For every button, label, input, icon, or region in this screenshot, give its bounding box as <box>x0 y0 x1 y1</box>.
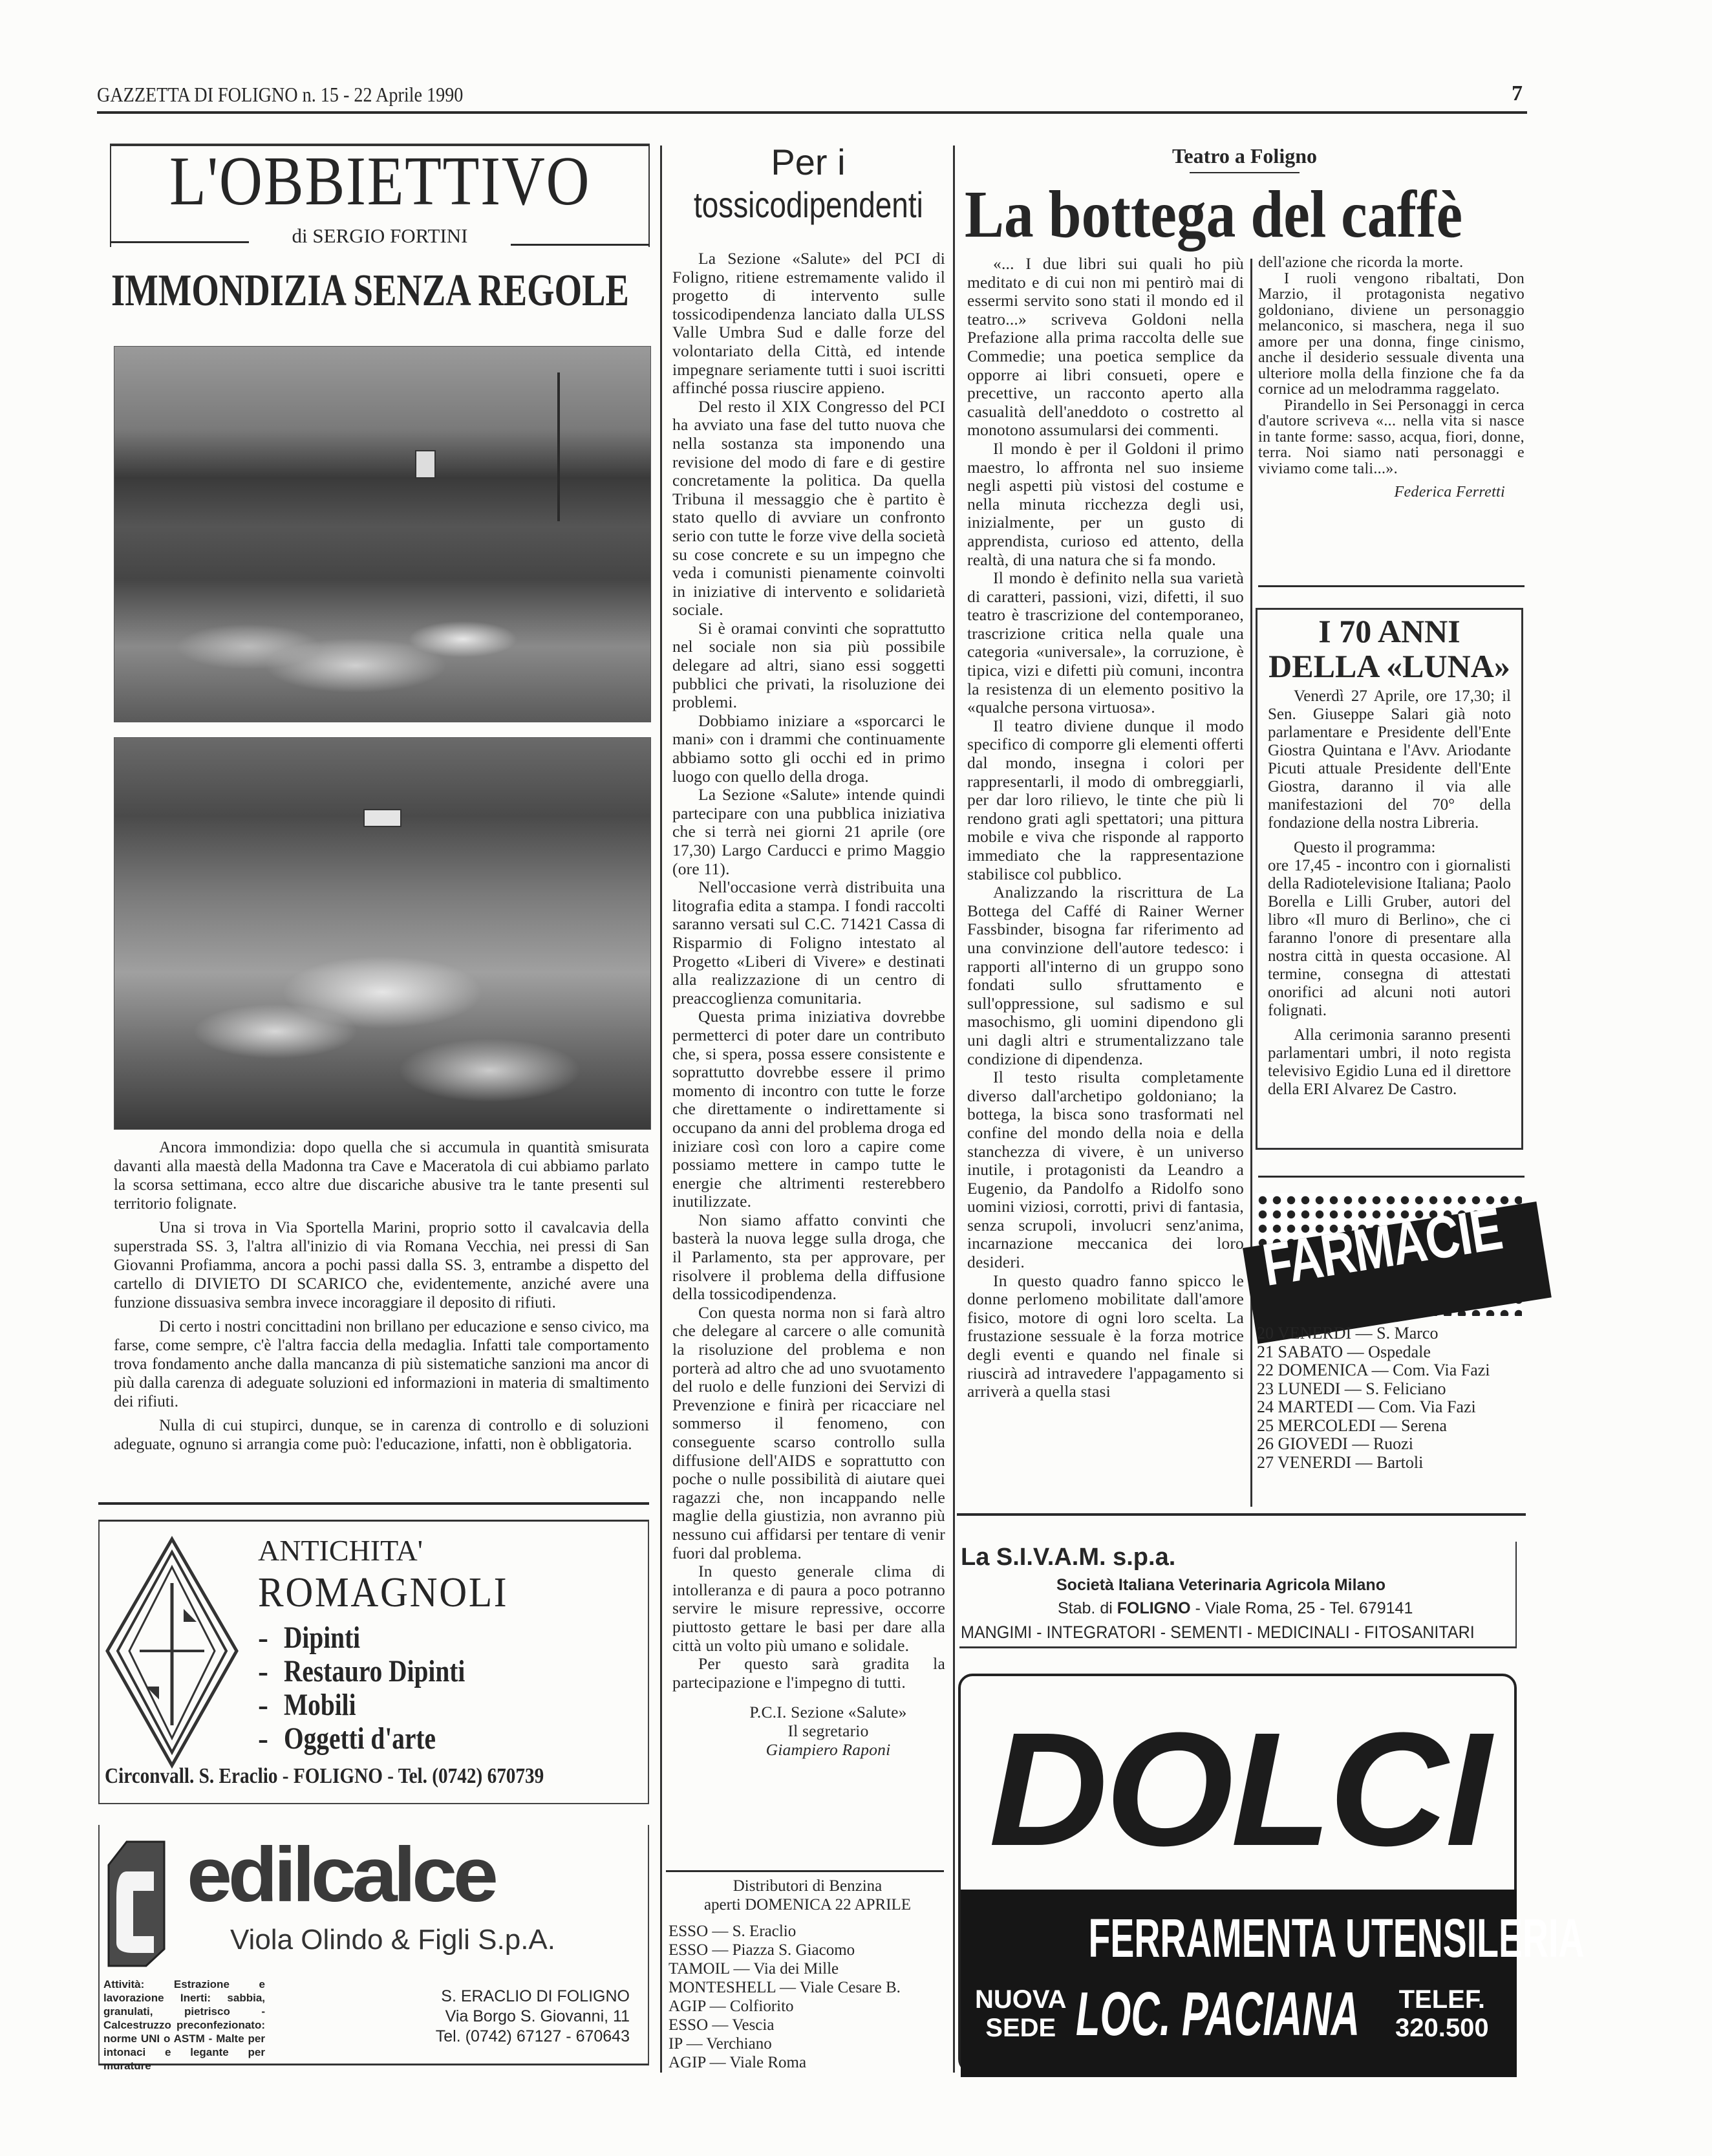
brand: ESSO <box>669 2016 709 2034</box>
bullet: - <box>258 1654 268 1688</box>
sivam-name: La S.I.V.A.M. s.p.a. <box>961 1544 1176 1571</box>
day: 27 VENERDI <box>1257 1452 1352 1472</box>
benzina-subtitle: aperti DOMENICA 22 APRILE <box>703 1896 912 1913</box>
benzina-row <box>669 2016 947 2034</box>
sivam-full-name: Società Italiana Veterinaria Agricola Milano <box>1056 1576 1386 1594</box>
benzina-row <box>669 1997 947 2016</box>
byline: di SERGIO FORTINI <box>292 224 468 247</box>
separator: — <box>712 2016 729 2034</box>
place: Vescia <box>732 2016 775 2034</box>
separator: — <box>686 2035 703 2053</box>
farmacie-banner <box>1256 1193 1522 1316</box>
separator: — <box>1357 1397 1375 1416</box>
section-rule <box>98 1502 649 1505</box>
paragraph: Una si trova in Via Sportella Marini, proprio sotto il cavalcavia della superstrada SS. 3, l'altra all'inizio di via Romana Vecchia, nei pressi di San Giovanni Profiamma, ancora a pochi passi dalla SS. 3, entrambe a dispetto del cartello di DIVIETO DI SCARICO che, evidentemente, anziché avere una funzione dissuasiva sembra invece incoraggiare il deposito di rifiuti. <box>114 1219 649 1311</box>
separator: — <box>709 2054 726 2071</box>
paragraph: Dobbiamo iniziare a «sporcarci le mani» con i drammi che continuamente abbiamo sotto gli occhi ed in primo luogo con quello della droga. <box>672 711 945 786</box>
paragraph: Venerdì 27 Aprile, ore 17,30; il Sen. Giuseppe Salari già noto parlamentare e Presidente dell'Ente Giostra Quintana e l'Avv. Ariodante Picuti attuale Presidente dell'Ente Giostra, daranno il via alle manifestazioni del 70° della fondazione della nostra Libreria. <box>1268 687 1511 832</box>
farmacie-list <box>1257 1324 1490 1472</box>
brand: MONTESHELL <box>669 1979 776 1996</box>
teatro-headline-text: La bottega del caffè <box>965 177 1463 252</box>
paragraph: La Sezione «Salute» del PCI di Foligno, ritiene estremamente valido il progetto di intervento sulle tossicodipendenza lanciato dalla ULSS Valle Umbra Sud e dalle forze del volontariato della Città, ed intende impegnare seriamente tutti i suoi iscritti affinché possa riuscire appieno. <box>672 249 945 398</box>
farmacia-row <box>1257 1343 1490 1362</box>
dolci-phone <box>1395 1985 1489 2042</box>
place: Viale Cesare B. <box>799 1979 901 1996</box>
tossico-title-line1: Per i <box>771 142 846 182</box>
dolci-business <box>961 1903 1585 1974</box>
sivam-products <box>961 1622 1514 1643</box>
dolci-business-text: FERRAMENTA UTENSILERIA <box>1088 1908 1585 1968</box>
separator: — <box>733 1960 750 1978</box>
separator: — <box>1371 1361 1389 1379</box>
benzina-row <box>669 1978 947 1997</box>
pharmacy: S. Marco <box>1376 1324 1439 1342</box>
page-number: 7 <box>1512 81 1523 105</box>
farmacia-row <box>1257 1398 1490 1417</box>
ad-sivam <box>959 1542 1517 1648</box>
column-title <box>110 144 650 220</box>
paragraph: Alla cerimonia saranno presenti parlamentari umbri, il noto regista televisivo Egidio Luna ed il direttore della ERI Alvarez De Castro. <box>1268 1026 1511 1098</box>
paragraph: Questa prima iniziativa dovrebbe permetterci di poter dare un contributo che, si spera, possa essere consistente e soprattutto dovrebbe essere il primo momento di incontro con tutte le forze che direttamente o indirettamente si occupano da anni del problema droga ed iniziare così con loro a capire come possiamo mettere in campo tutte le energie che altrimenti resterebbero inutilizzate. <box>672 1007 945 1211</box>
masthead <box>97 83 513 107</box>
paragraph: Analizzando la riscrittura de La Bottega del Caffé di Rainer Werner Fassbinder, bisogna far riferimento ad una convinzione dell'autore tedesco: i rapporti all'interno di un gruppo sono fondati sullo sfruttamento e sull'oppressione, sul sadismo e sul masochismo, gli uomini dipendono gli uni dagli altri e strumentalizzano tale condizione di dipendenza. <box>967 883 1244 1068</box>
service-label: Mobili <box>284 1688 356 1722</box>
romagnoli-logo-icon <box>106 1538 239 1767</box>
paragraph: Il teatro diviene dunque il modo specifico di comporre gli elementi offerti dal mondo, insegna i colori per rappresentarli, il modo di ombreggiarli, per dar loro rilievo, le tinte che più li rendono grati agli spettatori; una pittura mobile e viva che risponde al rapporto immediato che la rappresentazione stabilisce col pubblico. <box>967 716 1244 883</box>
service-item <box>258 1621 505 1655</box>
teatro-article <box>967 255 1244 1401</box>
column-divider <box>1250 259 1252 1507</box>
new-label: NUOVA <box>975 1985 1067 2014</box>
pharmacy: S. Feliciano <box>1365 1379 1446 1398</box>
paragraph: dell'azione che ricorda la morte. <box>1258 254 1464 271</box>
pharmacy: Com. Via Fazi <box>1378 1397 1476 1416</box>
edilcalce-address <box>294 1987 630 2047</box>
separator: — <box>1344 1379 1362 1398</box>
paragraph: Questo il programma: <box>1294 839 1436 856</box>
services-list <box>258 1621 505 1756</box>
service-label: Oggetti d'arte <box>284 1721 436 1756</box>
column-divider <box>953 146 955 2073</box>
dolci-location-text: LOC. PACIANA <box>1076 1979 1360 2049</box>
tossico-title-line2-wrap <box>666 184 950 226</box>
place: Viale Roma <box>729 2054 807 2071</box>
paragraph: ore 17,45 - incontro con i giornalisti della Radiotelevisione Italiana; Paolo Borella e Lilli Gruber, autori del libro «Il muro di Berlino», che ci faranno l'onore di presentare alla nostra città in questa occasione. Al termine, consegna di attestati onorifici ad alcuni noti autori folignati. <box>1268 857 1511 1019</box>
paragraph: Di certo i nostri concittadini non brillano per educazione e senso civico, ma farse, come sempre, c'è l'altra faccia della medaglia. Infatti tale comportamento trova fondamento anche dalla mancanza di più sistematiche sanzioni ma ancor di più dalla carenza di adeguate soluzioni ed informazioni in materia di smaltimento dei rifiuti. <box>114 1318 649 1410</box>
separator: — <box>1352 1434 1369 1453</box>
benzina-row <box>669 1941 947 1959</box>
shop-address <box>105 1763 615 1789</box>
benzina-box <box>669 1877 947 2072</box>
teatro-article-continued <box>1258 255 1525 501</box>
paragraph: In questo generale clima di intolleranza e di paura a poco potranno servire le misure repressive, occorre piuttosto gettare le basi per dare alla città un volto più umano e solidale. <box>672 1562 945 1655</box>
farmacia-row <box>1257 1361 1490 1380</box>
utility-pole <box>557 372 560 521</box>
farmacie-title-text: FARMACIE <box>1258 1196 1506 1299</box>
benzina-row <box>669 2053 947 2072</box>
paragraph: Pirandello in Sei Personaggi in cerca d'autore scriveva «... nella vita si nasce in tante forme: sasso, acqua, fiori, donne, terra. Noi siamo nati personaggi e viviamo come tali...». <box>1258 396 1525 477</box>
place: Verchiano <box>706 2035 772 2053</box>
shop-name-text: ROMAGNOLI <box>258 1569 509 1616</box>
tossico-article <box>672 250 945 1759</box>
pharmacy: Ruozi <box>1373 1434 1413 1453</box>
paragraph: Del resto il XIX Congresso del PCI ha avviato una fase del tutto nuova che nella sostanza sta imponendo una revisione del modo di fare e di gestire concretamente la politica. Da quella Tribuna il messaggio che è partito è stato quello di avviare un confronto serio con tutte le forze vive della società su cose concrete e su un impegno che veda i comunisti pienamente coinvolti in iniziative di intervento e solidarietà sociale. <box>672 396 945 620</box>
brand: AGIP <box>669 1998 706 2015</box>
kicker-rule <box>1190 172 1300 173</box>
paragraph: Con questa norma non si farà altro che delegare al carcere o alle comunità la risoluzione del problema e non porterà ad altro che ad uno svuotamento del ruolo e delle funzioni dei Servizi di Prevenzione e finirà per ricacciare nel sommerso il fenomeno, con conseguente scarso controllo sulla diffusione dell'AIDS e soprattutto con poche o nulle possibilità di aiutare quei ragazzi che, non incappando nelle maglie della giustizia, non avranno più nessuno cui affidarsi per tentare di venir fuori dal problema. <box>672 1302 945 1562</box>
separator: — <box>1380 1416 1397 1435</box>
column-title-text: L'OBBIETTIVO <box>169 143 591 220</box>
teatro-headline <box>965 177 1530 252</box>
farmacia-row <box>1257 1417 1490 1436</box>
header-rule <box>97 111 1527 114</box>
edilcalce-company: Viola Olindo & Figli S.p.A. <box>230 1924 555 1956</box>
shop-name-line1: ANTICHITA' <box>258 1534 423 1567</box>
tel-label: TELEF. <box>1398 1985 1485 2014</box>
paragraph: La Sezione «Salute» intende quindi partecipare con una pubblica iniziativa che si terrà nei giorni 21 aprile (ore 17,30) Largo Carducci e primo Maggio (ore 11). <box>672 785 945 878</box>
section-rule <box>666 1870 944 1872</box>
new-label: SEDE <box>985 2014 1056 2042</box>
address-line: Tel. (0742) 67127 - 670643 <box>435 2027 630 2045</box>
tossico-title <box>666 141 950 226</box>
separator: — <box>1355 1324 1373 1342</box>
edilcalce-activities: Attività: Estrazione e lavorazione Inerti: sabbia, granulati, pietrisco - Calcestruzzo preconfezionato: norme UNI o ASTM - Malte per intonaci e legante per murature <box>103 1978 265 2072</box>
tossico-title-line2: tossicodipendenti <box>693 184 923 225</box>
service-item <box>258 1722 505 1756</box>
masthead-text: GAZZETTA DI FOLIGNO n. 15 - 22 Aprile 1990 <box>97 83 464 106</box>
separator: — <box>1347 1342 1364 1361</box>
paragraph: Il mondo è per il Goldoni il primo maestro, lo affronta nel suo insieme negli aspetti più vistosi del costume e nella minuta ricchezza degli usi, inizialmente, per un gusto di apprendista, curioso ed attento, della realtà, di una natura che si fa mondo. <box>967 438 1244 569</box>
separator: — <box>712 1941 729 1959</box>
pharmacy: Bartoli <box>1376 1452 1424 1472</box>
day: 21 SABATO <box>1257 1342 1343 1361</box>
day: 26 GIOVEDI <box>1257 1434 1348 1453</box>
address-city: FOLIGNO <box>1117 1599 1191 1617</box>
headline-text: IMMONDIZIA SENZA REGOLE <box>111 266 629 316</box>
sign-icon <box>415 450 436 479</box>
shop-address-text: Circonvall. S. Eraclio - FOLIGNO - Tel. (0742) 670739 <box>105 1764 544 1788</box>
place: Via dei Mille <box>753 1960 839 1978</box>
paragraph: Nulla di cui stupirci, dunque, se in carenza di controllo e di soluzioni adeguate, ognuno si arrangia come può: l'educazione, infatti, non è obbligatoria. <box>114 1417 649 1453</box>
paragraph: In questo quadro fanno spicco le donne perlomeno mobilitate dall'amore fisico, motore di ogni loro scelta. La frustazione sessuale è la forza motrice degli eventi e quando nel finale si riuscirà ad intravedere l'appagamento si arriverà a quella stasi <box>967 1271 1244 1401</box>
sign-icon <box>363 809 401 827</box>
paragraph: Il testo risulta completamente diverso dall'archetipo goldoniano; la bottega, la bisca sono trasformati nel confine del mondo della noia e della stanchezza di vivere, è un universo inutile, i protagonisti da Leandro a Eugenio, da Pandolfo a Ridolfo sono uomini viziosi, corrotti, privi di fantasia, senza scrupoli, involucri senz'anima, incarnazione meccanica dei loro desideri. <box>967 1068 1244 1272</box>
benzina-title: Distributori di Benzina <box>733 1877 883 1895</box>
farmacia-row <box>1257 1324 1490 1343</box>
edilcalce-brand <box>187 1830 495 1919</box>
paragraph: Non siamo affatto convinti che basterà la nuova legge sulla droga, che il Parlamento, sta per approvare, per risolvere il problema della diffusione della tossicodipendenza. <box>672 1210 945 1304</box>
brand: AGIP <box>669 2054 706 2071</box>
bullet: - <box>258 1721 268 1756</box>
teatro-kicker: Teatro a Foligno <box>1172 144 1317 167</box>
day: 25 MERCOLEDI <box>1257 1416 1376 1435</box>
service-item <box>258 1688 505 1722</box>
place: Piazza S. Giacomo <box>732 1941 855 1959</box>
pharmacy: Ospedale <box>1368 1342 1431 1361</box>
signature-org: P.C.I. Sezione «Salute» <box>749 1703 907 1722</box>
sivam-products-text: MANGIMI - INTEGRATORI - SEMENTI - MEDICINALI - FITOSANITARI <box>961 1622 1475 1642</box>
signature <box>672 1703 945 1759</box>
separator: — <box>779 1979 796 1996</box>
column-divider <box>660 146 662 2073</box>
edilcalce-logo-icon <box>107 1839 166 1968</box>
brand: TAMOIL <box>669 1960 730 1978</box>
paragraph: «... I due libri sui quali ho più meditato e di cui non mi pentirò mai di essermi servito sono stati il mondo ed il teatro...» scriveva Goldoni nella Prefazione alla prima raccolta delle sue Commedie; una poetica semplice da opporre ai libri consueti, opere e precettive, un racconto aperto alla casualità dell'aneddoto o costretto al monotono assumularsi dei commenti. <box>967 254 1244 440</box>
ad-antichita-romagnoli <box>98 1520 649 1804</box>
day: 22 DOMENICA <box>1257 1361 1368 1379</box>
dolci-name <box>967 1699 1510 1879</box>
benzina-row <box>669 1959 947 1978</box>
paragraph: Ancora immondizia: dopo quella che si accumula in quantità smisurata davanti alla maestà della Madonna tra Cave e Maceratola di cui abbiamo parlato la scorsa settimana, ecco altre due discariche abusive tra le tante presenti sul territorio folignate. <box>114 1139 649 1213</box>
paragraph: I ruoli vengono ribaltati, Don Marzio, il protagonista negativo goldoniano, diviene un personaggio melanconico, si maschera, nega il suo amore per una donna, finge cinismo, anche il desiderio sessuale diventa una ulteriore molla della finzione che fa da cornice ad un melodramma raggelato. <box>1258 270 1525 398</box>
section-rule <box>1258 1176 1525 1178</box>
address-prefix: Stab. di <box>1058 1599 1113 1617</box>
day: 20 VENERDI <box>1257 1324 1352 1342</box>
paragraph: Per questo sarà gradita la partecipazione e l'impegno di tutti. <box>672 1654 945 1692</box>
separator: — <box>709 1998 726 2015</box>
signature-name: Giampiero Raponi <box>765 1740 891 1759</box>
bullet: - <box>258 1688 268 1722</box>
tel-number: 320.500 <box>1395 2014 1489 2042</box>
service-label: Restauro Dipinti <box>284 1654 465 1688</box>
benzina-row <box>669 1922 947 1941</box>
paragraph: Il mondo è definito nella sua varietà di caratteri, passioni, vizi, difetti, il suo teatro è trascrizione del contemporaneo, trascrizione critica nella quale una categoria «universale», la corruzione, è tipica, vizi e difetti più comuni, incontra la resistenza di un elemento positivo la «qualche persona virtuosa». <box>967 568 1244 717</box>
benzina-list <box>669 1922 947 2072</box>
section-rule <box>1258 585 1525 587</box>
signature-role: Il segretario <box>787 1721 869 1740</box>
farmacia-row <box>1257 1435 1490 1454</box>
farmacia-row <box>1257 1380 1490 1399</box>
pharmacy: Com. Via Fazi <box>1393 1361 1490 1379</box>
benzina-row <box>669 2034 947 2053</box>
farmacia-row <box>1257 1454 1490 1472</box>
address-line: Via Borgo S. Giovanni, 11 <box>445 2007 630 2025</box>
place: S. Eraclio <box>732 1923 797 1940</box>
photo-dump-field <box>114 346 651 722</box>
address-rest: - Viale Roma, 25 - Tel. 679141 <box>1195 1599 1413 1617</box>
day: 23 LUNEDI <box>1257 1379 1341 1398</box>
luna-title <box>1268 614 1511 684</box>
luna-title-line1: I 70 ANNI <box>1318 613 1461 649</box>
separator: — <box>712 1923 729 1940</box>
luna-box <box>1256 608 1523 1150</box>
service-item <box>258 1655 505 1688</box>
obbiettivo-article <box>114 1138 649 1459</box>
luna-title-line2: DELLA «LUNA» <box>1268 648 1510 684</box>
edilcalce-brand-text: edilcalce <box>187 1831 495 1918</box>
ad-edilcalce <box>98 1825 649 2072</box>
pharmacy: Serena <box>1401 1416 1447 1435</box>
dolci-new-site <box>975 1985 1066 2042</box>
address-line: S. ERACLIO DI FOLIGNO <box>441 1987 630 2005</box>
section-rule <box>957 1513 1526 1516</box>
service-label: Dipinti <box>284 1621 361 1655</box>
brand: ESSO <box>669 1941 709 1959</box>
dolci-name-text: DOLCI <box>989 1699 1489 1879</box>
author: Federica Ferretti <box>1394 484 1505 501</box>
paragraph: Nell'occasione verrà distribuita una litografia edita a stampa. I fondi raccolti saranno versati sul C.C. 71421 Cassa di Risparmio di Foligno intestato al Progetto «Liberi di Vivere» e destinati alla realizzazione di un centro di preaccoglienza comunitaria. <box>672 878 945 1008</box>
brand: ESSO <box>669 1923 709 1940</box>
brand: IP <box>669 2035 683 2053</box>
photo-dump-slope <box>114 737 651 1130</box>
ad-dolci <box>958 1674 1585 2073</box>
shop-name-line2 <box>258 1569 536 1616</box>
day: 24 MARTEDI <box>1257 1397 1354 1416</box>
place: Colfiorito <box>729 1998 794 2015</box>
separator: — <box>1355 1452 1373 1472</box>
sivam-address <box>1058 1599 1413 1618</box>
paragraph: Si è oramai convinti che soprattutto nel sociale non sia più possibile delegare ad altri, siano essi soggetti pubblici che privati, la risoluzione dei problemi. <box>672 618 945 712</box>
bullet: - <box>258 1621 268 1655</box>
